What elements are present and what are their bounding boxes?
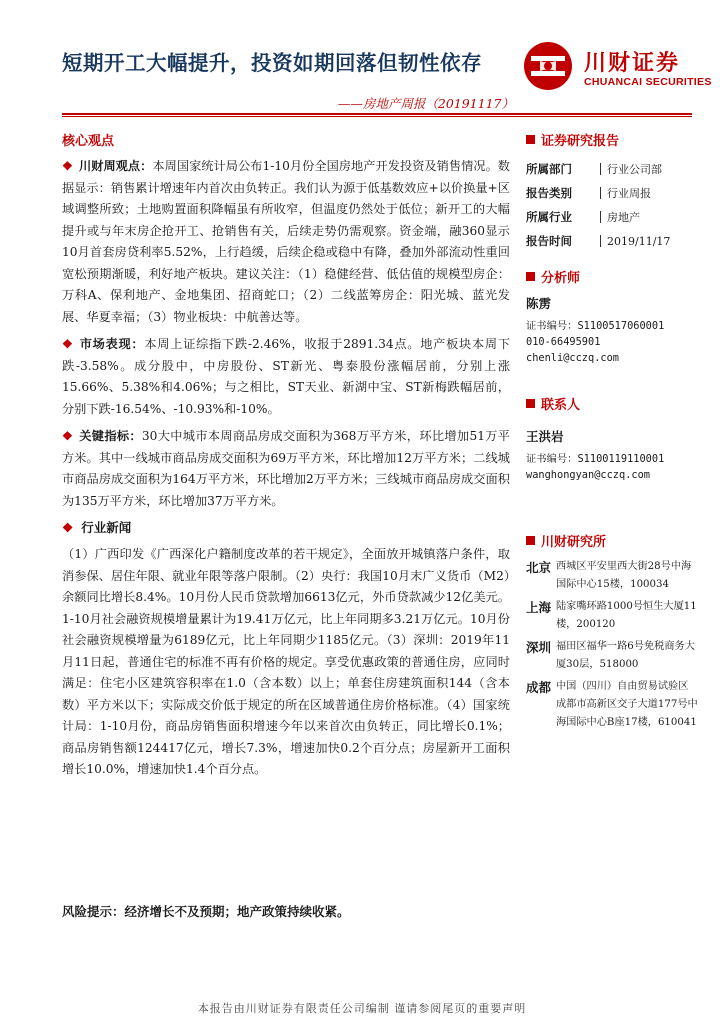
office-shanghai [526, 598, 698, 634]
paragraph-text: 本周国家统计局公布1-10月份全国房地产开发投资及销售情况。数据显示：销售累计增速年内首次由负转正。我们认为源于低基数效应+以价换量+区域调整所致；土地购置面积降幅虽有所收窄，但温度仍然处于低位；新开工的大幅提升或与年末房企抢开工、抢销售有关，后续走势仍需观察。资金端，融360显示10月首套房贷利率5.52%，上行趋缓，后续企稳或稳中有降，叠加外部流动性重回宽松预期渐暖，利好地产板块。建议关注：（1）稳健经营、低估值的规模型房企：万科A、保利地产、金地集团、招商蛇口；（2）二线蓝筹房企：阳光城、蓝光发展、华夏幸福；（3）物业板块：中航善达等。 [62, 159, 510, 324]
paragraph-lead: 川财周观点： [78, 159, 153, 173]
paragraph-lead: 市场表现： [79, 337, 145, 351]
sidebar-report-heading [526, 130, 698, 149]
report-subtitle: ——房地产周报（20191117） [337, 96, 514, 111]
paragraph-market [62, 334, 510, 420]
info-separator [600, 163, 601, 175]
sidebar-analyst-heading [526, 267, 698, 286]
office-city: 上海 [526, 600, 552, 615]
office-beijing [526, 558, 698, 594]
square-marker-icon [526, 272, 535, 281]
analyst-name: 陈雳 [526, 296, 552, 311]
contact-cert: 证书编号：S1100119110001 [526, 453, 665, 465]
office-city: 成都 [526, 680, 552, 695]
news-heading [62, 518, 510, 536]
office-address: 西城区平安里西大街28号中海国际中心15楼，100034 [556, 561, 692, 590]
sidebar-institute-heading [526, 531, 698, 550]
info-label: 所属部门 [526, 162, 572, 176]
office-chengdu [526, 678, 698, 732]
info-separator [600, 211, 601, 223]
contact-name: 王洪岩 [526, 429, 564, 444]
info-value: 行业周报 [607, 187, 651, 200]
info-value: 行业公司部 [607, 163, 662, 176]
info-row-date [526, 229, 698, 253]
office-address: 中国（四川）自由贸易试验区成都市高新区交子大道177号中海国际中心B座17楼，610041 [556, 681, 698, 728]
office-city: 北京 [526, 560, 552, 575]
info-label: 报告类别 [526, 186, 572, 200]
diamond-bullet-icon: ❖ [62, 337, 74, 351]
info-value: 房地产 [607, 211, 640, 224]
paragraph-weekly-view [62, 156, 510, 328]
company-logo [522, 40, 712, 94]
diamond-bullet-icon: ❖ [62, 520, 74, 535]
info-row-category [526, 181, 698, 205]
info-label: 报告时间 [526, 234, 572, 248]
header-rule-thin [62, 116, 692, 117]
chuancai-logo-icon [522, 40, 574, 92]
sidebar-heading-label: 证券研究报告 [541, 134, 620, 149]
info-row-industry [526, 205, 698, 229]
sidebar [526, 130, 698, 736]
paragraph-text: 本周上证综指下跌-2.46%，收报于2891.34点。地产板块本周下跌-3.58%。成分股中，中房股份、ST新光、粤泰股份涨幅居前，分别上涨15.66%、5.38%和4.06%；与之相比，ST天业、新湖中宝、ST新梅跌幅居前，分别下跌-16.54%、-10.93%和-10%。 [62, 337, 511, 416]
analyst-cert: 证书编号：S1100517060001 [526, 320, 665, 332]
office-shenzhen [526, 638, 698, 674]
news-heading-label: 行业新闻 [81, 520, 132, 535]
main-content [62, 130, 510, 781]
diamond-bullet-icon: ❖ [62, 429, 74, 443]
sidebar-heading-label: 分析师 [541, 271, 581, 286]
info-separator [600, 187, 601, 199]
page-footer: 本报告由川财证券有限责任公司编制 谨请参阅尾页的重要声明 [197, 1002, 527, 1015]
header-rule [62, 113, 692, 115]
sidebar-heading-label: 川财研究所 [541, 535, 607, 550]
paragraph-indicators [62, 426, 510, 512]
report-title: 短期开工大幅提升，投资如期回落但韧性依存 [62, 51, 482, 75]
sidebar-heading-label: 联系人 [541, 398, 581, 413]
logo-en-text: CHUANCAI SECURITIES [584, 76, 712, 88]
core-heading: 核心观点 [62, 134, 115, 149]
paragraph-text: 30大中城市本周商品房成交面积为368万平方米，环比增加51万平方米。其中一线城市商品房成交面积为69万平方米，环比增加12万平方米；二线城市商品房成交面积为164万平方米，环比增加2万平方米；三线城市商品房成交面积为135万平方米，环比增加37万平方米。 [62, 429, 510, 508]
analyst-phone: 010-66495901 [526, 336, 601, 348]
info-separator [600, 235, 601, 247]
sidebar-contact-heading [526, 394, 698, 413]
logo-cn-text: 川财证券 [584, 51, 681, 76]
info-label: 所属行业 [526, 210, 572, 224]
contact-email[interactable]: wanghongyan@cczq.com [526, 469, 650, 481]
diamond-bullet-icon: ❖ [62, 159, 73, 173]
analyst-email[interactable]: chenli@cczq.com [526, 352, 619, 364]
paragraph-lead: 关键指标： [79, 429, 142, 443]
info-value: 2019/11/17 [607, 234, 671, 248]
office-city: 深圳 [526, 640, 552, 655]
info-row-department [526, 157, 698, 181]
office-address: 陆家嘴环路1000号恒生大厦11楼，200120 [556, 601, 697, 630]
news-body: （1）广西印发《广西深化户籍制度改革的若干规定》，全面放开城镇落户条件，取消参保、居住年限、就业年限等落户限制。（2）央行：我国10月末广义货币（M2）余额同比增长8.4%。10月份人民币贷款增加6613亿元，外币贷款减少12亿美元。1-10月社会融资规模增量累计为19.41万亿元，比上年同期多3.21万亿元。10月份社会融资规模增量为6189亿元，比上年同期少1185亿元。（3）深圳：2019年11月11日起，普通住宅的标准不再有价格的规定。享受优惠政策的普通住房，应同时满足：住宅小区建筑容积率在1.0（含本数）以上；单套住房建筑面积144（含本数）平方米以下；实际成交价低于规定的所在区域普通住房价格标准。（4）国家统计局：1-10月份，商品房销售面积增速今年以来首次由负转正，同比增长0.1%；商品房销售额124417亿元，增长7.3%，增速加快0.2个百分点；房屋新开工面积增长10.0%，增速加快1.4个百分点。 [62, 547, 510, 776]
square-marker-icon [526, 536, 535, 545]
office-address: 福田区福华一路6号免税商务大厦30层，518000 [556, 641, 695, 670]
square-marker-icon [526, 135, 535, 144]
square-marker-icon [526, 399, 535, 408]
risk-warning: 风险提示：经济增长不及预期；地产政策持续收紧。 [62, 904, 350, 919]
